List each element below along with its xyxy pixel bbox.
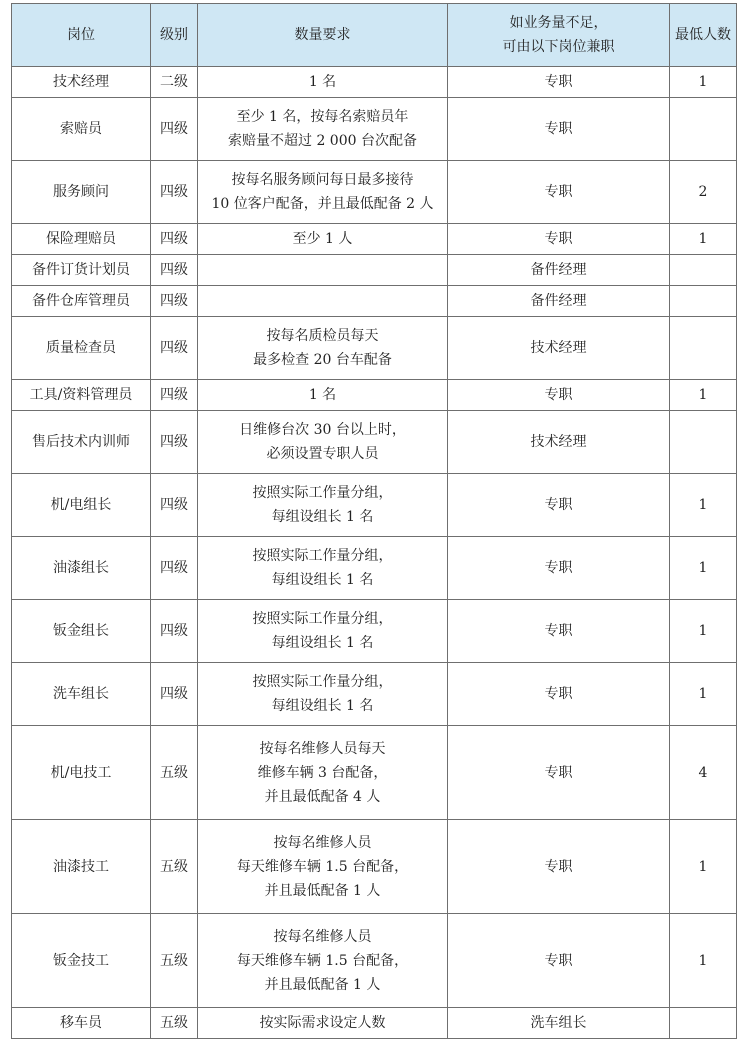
position-cell: 机/电组长 xyxy=(12,474,151,537)
concurrent-cell: 专职 xyxy=(448,67,670,98)
position-cell: 售后技术内训师 xyxy=(12,411,151,474)
requirement-cell: 按照实际工作量分组， 每组设组长 1 名 xyxy=(198,537,448,600)
level-cell: 四级 xyxy=(151,663,198,726)
level-cell: 四级 xyxy=(151,286,198,317)
level-cell: 五级 xyxy=(151,726,198,820)
concurrent-cell: 技术经理 xyxy=(448,411,670,474)
concurrent-cell: 技术经理 xyxy=(448,317,670,380)
table-row xyxy=(12,820,737,914)
requirement-cell: 按每名维修人员 每天维修车辆 1.5 台配备， 并且最低配备 1 人 xyxy=(198,914,448,1008)
minimum-cell: 1 xyxy=(670,663,737,726)
header-requirement: 数量要求 xyxy=(198,4,448,67)
requirement-cell xyxy=(198,255,448,286)
position-cell: 油漆组长 xyxy=(12,537,151,600)
minimum-cell xyxy=(670,1008,737,1039)
header-minimum: 最低人数 xyxy=(670,4,737,67)
position-cell: 索赔员 xyxy=(12,98,151,161)
minimum-cell: 1 xyxy=(670,67,737,98)
position-cell: 油漆技工 xyxy=(12,820,151,914)
table-row xyxy=(12,914,737,1008)
level-cell: 四级 xyxy=(151,380,198,411)
minimum-cell: 1 xyxy=(670,537,737,600)
position-cell: 钣金技工 xyxy=(12,914,151,1008)
requirement-cell: 日维修台次 30 台以上时， 必须设置专职人员 xyxy=(198,411,448,474)
level-cell: 四级 xyxy=(151,255,198,286)
minimum-cell xyxy=(670,98,737,161)
minimum-cell: 1 xyxy=(670,600,737,663)
table-row xyxy=(12,474,737,537)
minimum-cell: 4 xyxy=(670,726,737,820)
header-position: 岗位 xyxy=(12,4,151,67)
requirement-cell: 1 名 xyxy=(198,380,448,411)
minimum-cell: 1 xyxy=(670,380,737,411)
concurrent-cell: 专职 xyxy=(448,726,670,820)
level-cell: 四级 xyxy=(151,474,198,537)
level-cell: 四级 xyxy=(151,98,198,161)
minimum-cell: 2 xyxy=(670,161,737,224)
table-row xyxy=(12,411,737,474)
table-row xyxy=(12,600,737,663)
requirement-cell: 至少 1 名，按每名索赔员年 索赔量不超过 2 000 台次配备 xyxy=(198,98,448,161)
table-row xyxy=(12,1008,737,1039)
position-cell: 服务顾问 xyxy=(12,161,151,224)
level-cell: 四级 xyxy=(151,537,198,600)
requirement-cell: 按每名维修人员 每天维修车辆 1.5 台配备， 并且最低配备 1 人 xyxy=(198,820,448,914)
concurrent-cell: 专职 xyxy=(448,820,670,914)
concurrent-cell: 专职 xyxy=(448,537,670,600)
concurrent-cell: 备件经理 xyxy=(448,286,670,317)
minimum-cell: 1 xyxy=(670,224,737,255)
table-row xyxy=(12,98,737,161)
level-cell: 四级 xyxy=(151,161,198,224)
concurrent-cell: 专职 xyxy=(448,380,670,411)
table-row xyxy=(12,224,737,255)
concurrent-cell: 专职 xyxy=(448,474,670,537)
level-cell: 二级 xyxy=(151,67,198,98)
position-cell: 钣金组长 xyxy=(12,600,151,663)
minimum-cell xyxy=(670,255,737,286)
minimum-cell: 1 xyxy=(670,820,737,914)
minimum-cell xyxy=(670,286,737,317)
minimum-cell xyxy=(670,317,737,380)
concurrent-cell: 洗车组长 xyxy=(448,1008,670,1039)
position-cell: 工具/资料管理员 xyxy=(12,380,151,411)
concurrent-cell: 专职 xyxy=(448,98,670,161)
position-cell: 洗车组长 xyxy=(12,663,151,726)
requirement-cell: 按照实际工作量分组， 每组设组长 1 名 xyxy=(198,474,448,537)
requirement-cell: 1 名 xyxy=(198,67,448,98)
position-cell: 技术经理 xyxy=(12,67,151,98)
position-cell: 备件订货计划员 xyxy=(12,255,151,286)
level-cell: 五级 xyxy=(151,914,198,1008)
level-cell: 五级 xyxy=(151,1008,198,1039)
concurrent-cell: 专职 xyxy=(448,224,670,255)
position-cell: 保险理赔员 xyxy=(12,224,151,255)
concurrent-cell: 专职 xyxy=(448,663,670,726)
concurrent-cell: 专职 xyxy=(448,161,670,224)
position-cell: 移车员 xyxy=(12,1008,151,1039)
minimum-cell: 1 xyxy=(670,914,737,1008)
table-row xyxy=(12,286,737,317)
level-cell: 四级 xyxy=(151,224,198,255)
requirement-cell: 按实际需求设定人数 xyxy=(198,1008,448,1039)
level-cell: 四级 xyxy=(151,411,198,474)
requirement-cell: 按每名服务顾问每日最多接待 10 位客户配备，并且最低配备 2 人 xyxy=(198,161,448,224)
minimum-cell: 1 xyxy=(670,474,737,537)
table-row xyxy=(12,255,737,286)
requirement-cell: 按照实际工作量分组， 每组设组长 1 名 xyxy=(198,600,448,663)
table-row xyxy=(12,663,737,726)
requirement-cell: 按每名质检员每天 最多检查 20 台车配备 xyxy=(198,317,448,380)
level-cell: 四级 xyxy=(151,600,198,663)
table-row xyxy=(12,67,737,98)
header-concurrent: 如业务量不足， 可由以下岗位兼职 xyxy=(448,4,670,67)
table-row xyxy=(12,380,737,411)
table-row xyxy=(12,726,737,820)
position-cell: 机/电技工 xyxy=(12,726,151,820)
requirement-cell: 至少 1 人 xyxy=(198,224,448,255)
position-cell: 质量检查员 xyxy=(12,317,151,380)
requirement-cell xyxy=(198,286,448,317)
requirement-cell: 按照实际工作量分组， 每组设组长 1 名 xyxy=(198,663,448,726)
level-cell: 五级 xyxy=(151,820,198,914)
header-row xyxy=(12,4,737,67)
concurrent-cell: 专职 xyxy=(448,914,670,1008)
position-cell: 备件仓库管理员 xyxy=(12,286,151,317)
requirement-cell: 按每名维修人员每天 维修车辆 3 台配备， 并且最低配备 4 人 xyxy=(198,726,448,820)
table-row xyxy=(12,161,737,224)
concurrent-cell: 专职 xyxy=(448,600,670,663)
table-row xyxy=(12,537,737,600)
minimum-cell xyxy=(670,411,737,474)
level-cell: 四级 xyxy=(151,317,198,380)
concurrent-cell: 备件经理 xyxy=(448,255,670,286)
header-level: 级别 xyxy=(151,4,198,67)
table-row xyxy=(12,317,737,380)
staffing-table xyxy=(11,3,737,1039)
